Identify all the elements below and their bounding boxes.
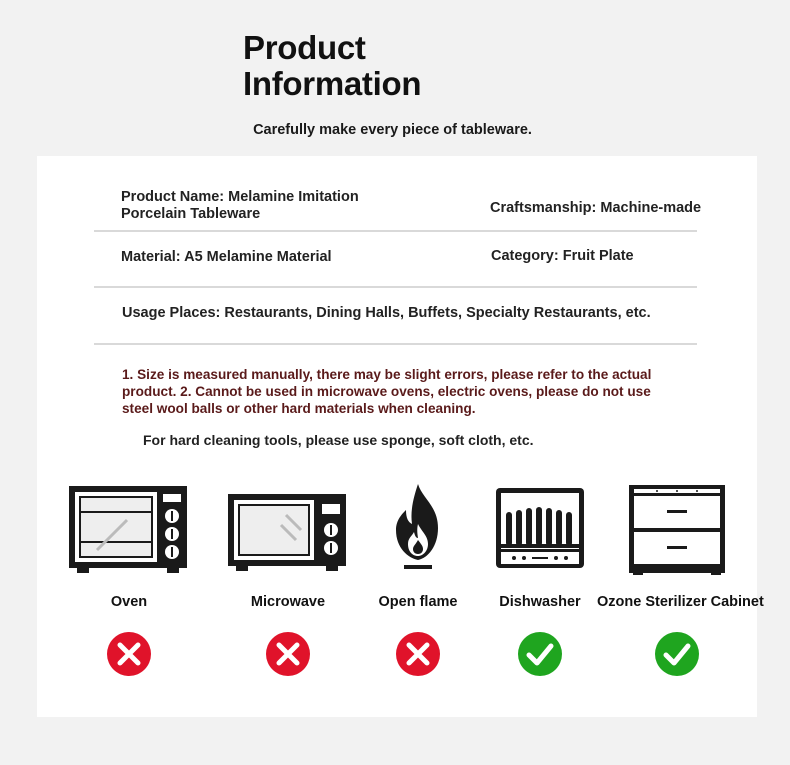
craftsmanship: Craftsmanship: Machine-made: [490, 200, 702, 216]
warning-note: 1. Size is measured manually, there may be slight errors, please refer to the actual product. 2. Cannot be used in microwave ovens, electric ovens, please do not use steel wool balls or other hard materials when cleaning.: [122, 367, 652, 416]
product-name-line-1: Product Name: Melamine Imitation: [121, 189, 359, 205]
info-panel: [37, 156, 764, 717]
usage-label: Oven: [110, 594, 148, 610]
allowed-check-icon: [655, 632, 699, 676]
cleaning-note: For hard cleaning tools, please use sponge, soft cloth, etc.: [143, 432, 534, 448]
usage-label: Microwave: [250, 594, 326, 610]
page-title: [243, 30, 421, 102]
divider: [94, 343, 697, 345]
not-allowed-icon: [107, 632, 151, 676]
not-allowed-icon: [266, 632, 310, 676]
category: Category: Fruit Plate: [491, 248, 634, 264]
product-name-line-2: Porcelain Tableware: [121, 206, 261, 222]
title-line-2: Information: [243, 65, 422, 102]
sterilizer-cabinet-icon: [597, 480, 757, 580]
material: Material: A5 Melamine Material: [121, 249, 332, 265]
usage-label: Open flame: [378, 594, 458, 610]
allowed-check-icon: [518, 632, 562, 676]
oven-icon: [49, 480, 209, 580]
not-allowed-icon: [396, 632, 440, 676]
divider: [94, 286, 697, 288]
dishwasher-icon: [460, 480, 620, 580]
page-subtitle: Carefully make every piece of tableware.: [253, 122, 532, 138]
divider: [94, 230, 697, 232]
title-line-1: Product: [243, 29, 366, 66]
usage-label: Dishwasher: [499, 594, 581, 610]
usage-places: Usage Places: Restaurants, Dining Halls, Buffets, Specialty Restaurants, etc.: [122, 305, 651, 321]
product-name: [121, 189, 359, 223]
usage-label: Ozone Sterilizer Cabinet: [597, 594, 764, 610]
